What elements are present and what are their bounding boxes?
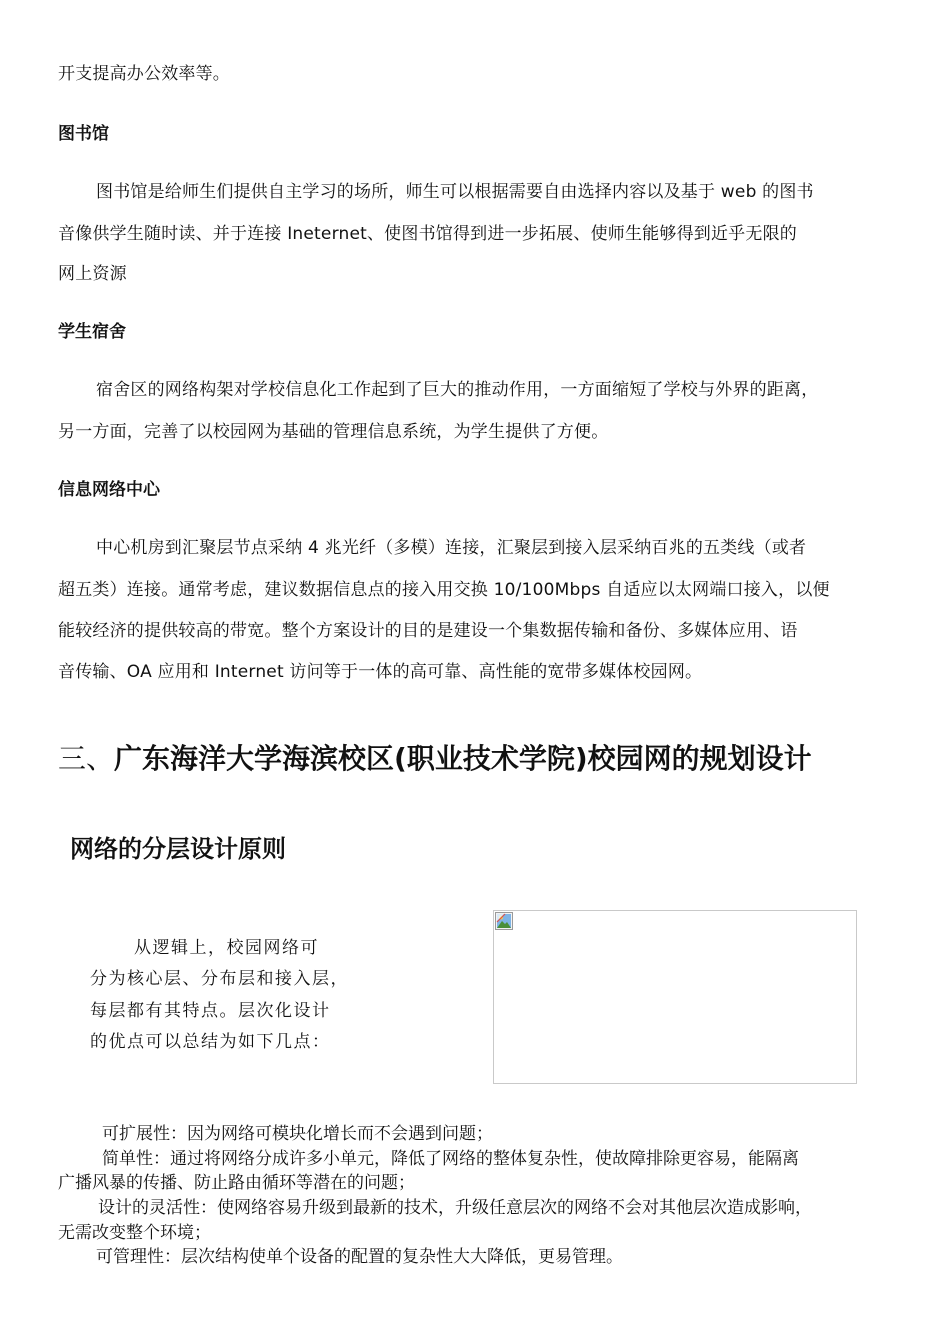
network-center-heading: 信息网络中心 — [58, 480, 160, 500]
advantage-manageability: 可管理性：层次结构使单个设备的配置的复杂性大大降低，更易管理。 — [96, 1247, 623, 1267]
section-title — [58, 742, 812, 776]
advantage-flexibility-cont: 无需改变整个环境； — [58, 1223, 211, 1243]
library-paragraph-line: 音像供学生随时读、并于连接 Ineternet、使图书馆得到进一步拓展、使师生能够得到近乎无限的 — [58, 224, 797, 244]
subsection-title: 网络的分层设计原则 — [70, 835, 286, 863]
library-paragraph-line: 图书馆是给师生们提供自主学习的场所，师生可以根据需要自由选择内容以及基于 web 的图书 — [96, 182, 814, 202]
layered-diagram-image — [493, 910, 857, 1084]
center-paragraph-line: 超五类）连接。通常考虑，建议数据信息点的接入用交换 10/100Mbps 自适应以太网端口接入，以便 — [58, 580, 830, 600]
library-heading: 图书馆 — [58, 124, 109, 144]
dorm-heading: 学生宿舍 — [58, 322, 126, 342]
section-number: 三、 — [58, 742, 115, 775]
center-paragraph-line: 能较经济的提供较高的带宽。整个方案设计的目的是建设一个集数据传输和备份、多媒体应用、语 — [58, 621, 798, 641]
dorm-paragraph-line: 另一方面，完善了以校园网为基础的管理信息系统，为学生提供了方便。 — [58, 422, 609, 442]
advantage-simplicity: 简单性：通过将网络分成许多小单元，降低了网络的整体复杂性，使故障排除更容易，能隔离 — [102, 1149, 799, 1169]
layered-side-line: 分为核心层、分布层和接入层， — [90, 969, 349, 989]
layered-side-line: 每层都有其特点。层次化设计 — [90, 1001, 331, 1021]
center-paragraph-line: 中心机房到汇聚层节点采纳 4 兆光纤（多模）连接，汇聚层到接入层采纳百兆的五类线（或者 — [96, 538, 807, 558]
center-paragraph-line: 音传输、OA 应用和 Internet 访问等于一体的高可靠、高性能的宽带多媒体校园网。 — [58, 662, 703, 682]
section-title-text: 广东海洋大学海滨校区(职业技术学院)校园网的规划设计 — [114, 742, 812, 775]
library-paragraph-line: 网上资源 — [58, 264, 127, 284]
layered-side-line: 的优点可以总结为如下几点： — [90, 1032, 331, 1052]
advantage-flexibility: 设计的灵活性：使网络容易升级到最新的技术，升级任意层次的网络不会对其他层次造成影响， — [98, 1198, 812, 1218]
dorm-paragraph-line: 宿舍区的网络构架对学校信息化工作起到了巨大的推动作用，一方面缩短了学校与外界的距离， — [96, 380, 819, 400]
broken-image-icon — [495, 912, 513, 930]
intro-tail-text: 开支提高办公效率等。 — [58, 64, 230, 84]
advantage-simplicity-cont: 广播风暴的传播、防止路由循环等潜在的问题； — [58, 1173, 415, 1193]
advantage-scalability: 可扩展性：因为网络可模块化增长而不会遇到问题； — [102, 1124, 493, 1144]
layered-side-line: 从逻辑上，校园网络可 — [134, 938, 319, 958]
